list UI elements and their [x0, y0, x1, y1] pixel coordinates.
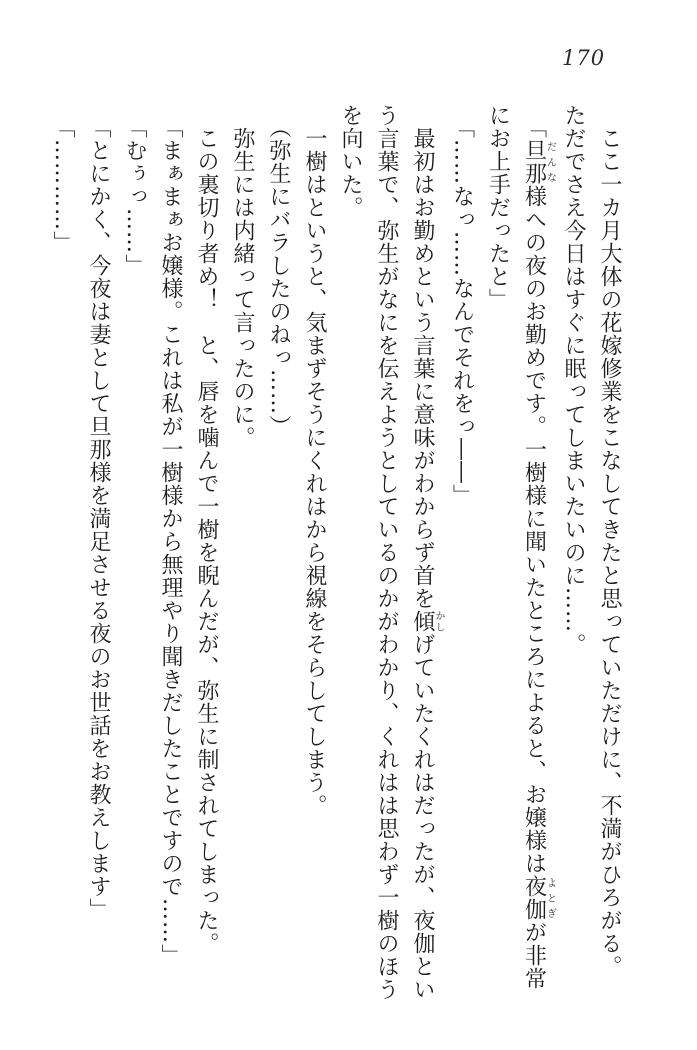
page-text — [44, 104, 627, 1001]
furigana-annotated-word: 旦那だんな — [521, 139, 556, 185]
paragraph: 「むぅっ……」 — [122, 127, 147, 277]
paragraph: 最初はお勤めという言葉に意味がわからず首を傾かしげていたくれはだったが、夜伽という言葉で、弥生がなにを伝えようとしているのかがわかり、くれはは思わず一樹のほうを向いた。 — [338, 104, 444, 1001]
paragraph: 「まぁまぁお嬢様。これは私が一樹様から無理やり聞きだしたことですので……」 — [158, 127, 183, 967]
paragraph: 「…………」 — [50, 127, 75, 254]
paragraph: ここ一カ月大体の花嫁修業をこなしてきたと思っていただけに、不満がひろがる。 — [597, 127, 622, 978]
paragraph: 「旦那だんな様への夜のお勤めです。一樹様に聞いたところによると、お嬢様は夜伽よとぎが非常にお上手だったと」 — [485, 104, 556, 990]
paragraph: 一樹はというと、気まずそうにくれはから視線をそらしてしまう。 — [302, 127, 327, 817]
paragraph: この裏切り者め！ と、唇を噛んで一樹を睨んだが、弥生に制されてしまった。 — [194, 127, 219, 955]
paragraph: ただでさえ今日はすぐに眠ってしまいたいのに……。 — [561, 104, 586, 656]
page-number: 170 — [562, 46, 606, 70]
furigana-annotated-word: 夜伽よとぎ — [521, 875, 556, 921]
paragraph: 「とにかく、今夜は妻として旦那様を満足させる夜のお世話をお教えします」 — [86, 127, 111, 921]
paragraph: 「……なっ……なんでそれをっ――」 — [449, 127, 475, 507]
paragraph: 弥生には内緒って言ったのに。 — [230, 127, 255, 449]
furigana-annotated-word: 傾かし — [410, 610, 444, 633]
paragraph: （弥生にバラしたのねっ……） — [266, 127, 291, 438]
